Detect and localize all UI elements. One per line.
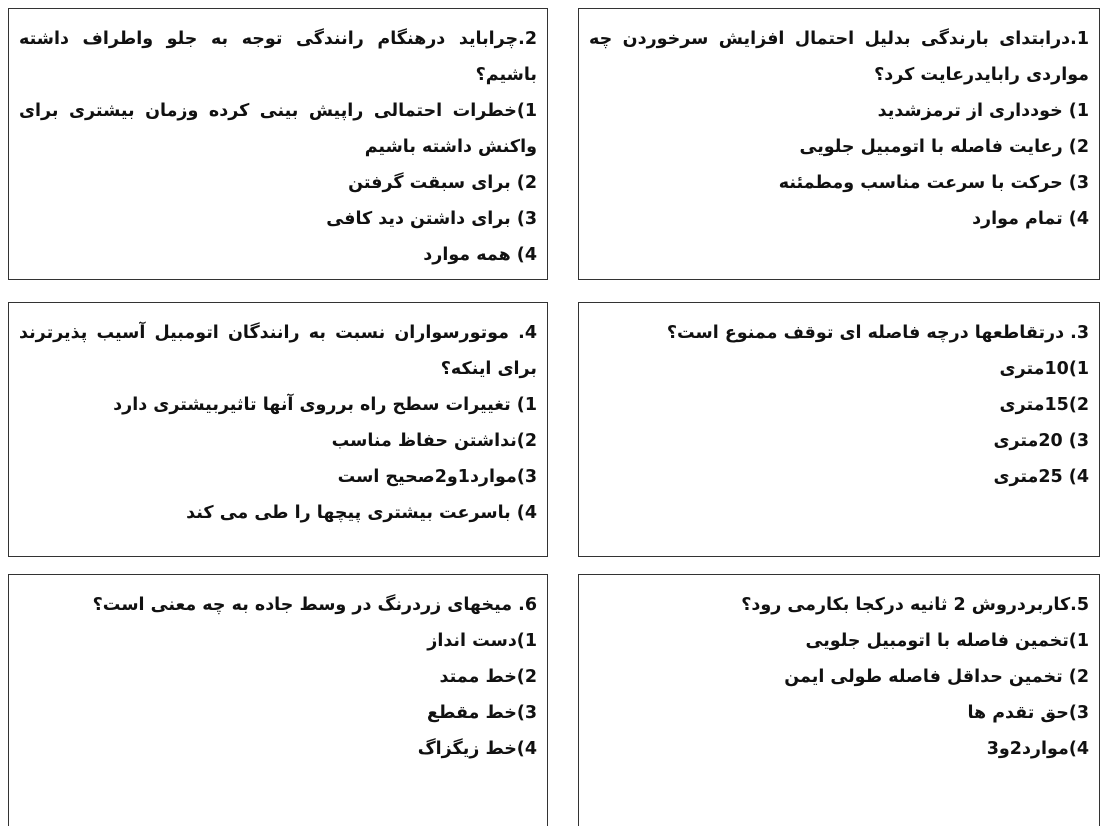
question-4-option-2: 2)نداشتن حفاظ مناسب [331,431,537,451]
question-card-2 [8,8,548,280]
question-1-option-2: 2) رعایت فاصله با اتومبیل جلویی [799,137,1089,157]
question-card-1 [578,8,1100,280]
question-2-option-3: 3) برای داشتن دید کافی [326,209,537,229]
question-2-title: 2.چرابايد درهنگام رانندگی توجه به جلو واطراف داشته باشيم؟ [19,29,537,85]
question-6-option-2: 2)خط ممتد [439,667,537,687]
question-6-title: 6. ميخهای زردرنگ در وسط جاده به چه معنی است؟ [92,595,537,615]
question-card-5 [578,574,1100,826]
question-card-6 [8,574,548,826]
question-6-option-3: 3)خط مقطع [426,703,537,723]
question-6-option-1: 1)دست انداز [427,631,537,651]
question-6-option-4: 4)خط زیگزاگ [417,739,537,759]
question-2-option-2: 2) برای سبقت گرفتن [348,173,537,193]
question-5-option-2: 2) تخمین حداقل فاصله طولی ایمن [784,667,1089,687]
question-1-option-3: 3) حرکت با سرعت مناسب ومطمئنه [778,173,1089,193]
question-3-title: 3. درتقاطعها درچه فاصله ای توقف ممنوع است؟ [666,323,1089,343]
question-2-option-4: 4) همه موارد [423,245,537,265]
question-1-option-1: 1) خودداری از ترمزشدید [877,101,1089,121]
question-card-4 [8,302,548,557]
question-5-option-4: 4)موارد2و3 [986,739,1089,759]
question-card-3 [578,302,1100,557]
question-4-title: 4. موتورسواران نسبت به رانندگان اتومبیل آسیب پذیرترند برای اینکه؟ [19,323,537,379]
question-5-option-3: 3)حق تقدم ها [967,703,1089,723]
question-1-title: 1.درابتدای بارندگی بدلیل احتمال افزایش سرخوردن چه مواردی رابایدرعایت کرد؟ [589,29,1089,85]
question-3-option-2: 2)15متری [999,395,1089,415]
question-4-option-1: 1) تغییرات سطح راه برروی آنها تاثیربیشتری دارد [113,395,537,415]
question-3-option-4: 4) 25متری [993,467,1089,487]
question-1-option-4: 4) تمام موارد [972,209,1089,229]
question-4-option-3: 3)موارد1و2صحیح است [337,467,537,487]
question-5-option-1: 1)تخمین فاصله با اتومبیل جلویی [805,631,1089,651]
question-4-option-4: 4) باسرعت بیشتری پیچها را طی می کند [186,503,537,523]
question-2-option-1: 1)خطرات احتمالی راپیش بینی کرده وزمان بیشتری برای واکنش داشته باشیم [19,101,537,157]
question-3-option-3: 3) 20متری [993,431,1089,451]
question-3-option-1: 1)10متری [999,359,1089,379]
question-5-title: 5.کاربردروش 2 ثانیه درکجا بکارمی رود؟ [741,595,1089,615]
